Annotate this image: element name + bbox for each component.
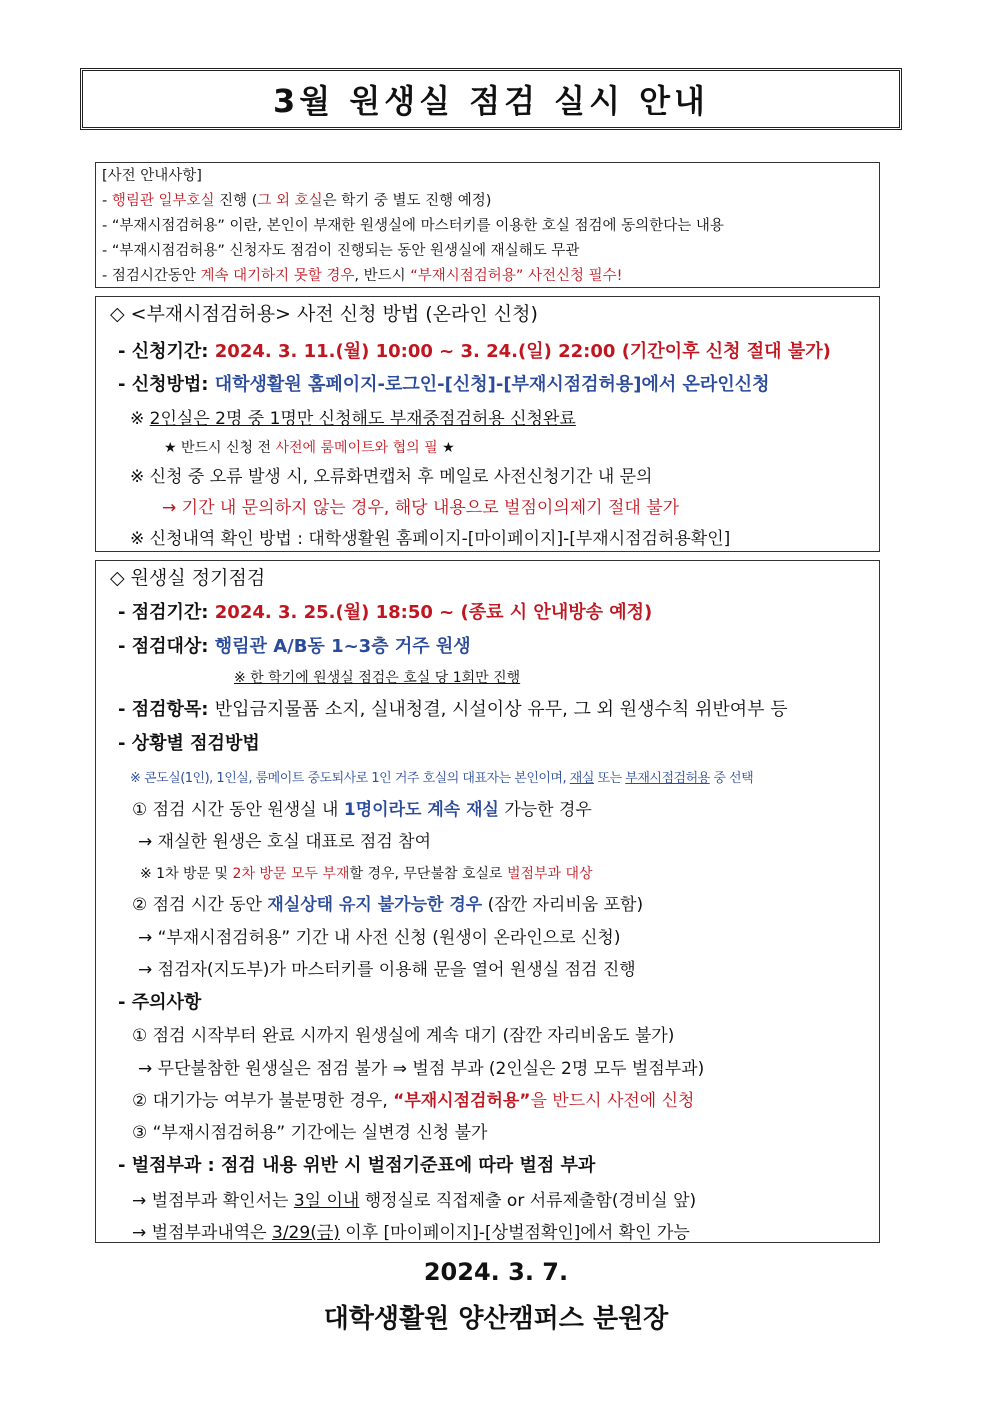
notice-line-1: - 행림관 일부호실 진행 (그 외 호실은 학기 중 별도 진행 예정) (102, 193, 492, 209)
inspection-target-note: ※ 한 학기에 원생실 점검은 호실 당 1회만 진행 (234, 670, 521, 686)
application-method: - 신청방법: 대학생활원 홈페이지-로그인-[신청]-[부재시점검허용]에서 온라인신청 (118, 374, 770, 395)
notice-line-4: - 점검시간동안 계속 대기하지 못할 경우, 반드시 “부재시점검허용” 사전신청 필수! (102, 268, 623, 284)
penalty-note-1: → 벌점부과 확인서는 3일 이내 행정실로 직접제출 or 서류제출함(경비실 앞) (132, 1191, 697, 1211)
regular-inspection-section (95, 560, 880, 1243)
caution-3: ③ “부재시점검허용” 기간에는 실변경 신청 불가 (132, 1123, 488, 1143)
inspection-period: - 점검기간: 2024. 3. 25.(월) 18:50 ~ (종료 시 안내방송 예정) (118, 602, 653, 623)
check-history-note: ※ 신청내역 확인 방법 : 대학생활원 홈페이지-[마이페이지]-[부재시점검허용확인] (130, 529, 731, 549)
notice-line-3: - “부재시점검허용” 신청자도 점검이 진행되는 동안 원생실에 재실해도 무관 (102, 243, 580, 259)
title-box (80, 68, 902, 130)
application-period: - 신청기간: 2024. 3. 11.(월) 10:00 ~ 3. 24.(일) 22:00 (기간이후 신청 절대 불가) (118, 341, 831, 362)
caution-1-arrow: → 무단불참한 원생실은 점검 불가 ⇒ 벌점 부과 (2인실은 2명 모두 벌점부과) (138, 1059, 705, 1079)
section1-heading: ◇ <부재시점검허용> 사전 신청 방법 (온라인 신청) (110, 303, 538, 325)
caution-1: ① 점검 시작부터 완료 시까지 원생실에 계속 대기 (잠깐 자리비움도 불가) (132, 1026, 675, 1046)
issuer: 대학생활원 양산캠퍼스 분원장 (323, 1304, 669, 1334)
inspection-target: - 점검대상: 행림관 A/B동 1~3층 거주 원생 (118, 636, 471, 657)
penalty-note-2: → 벌점부과내역은 3/29(금) 이후 [마이페이지]-[상벌점확인]에서 확인 가능 (132, 1223, 690, 1243)
inspection-items: - 점검항목: 반입금지물품 소지, 실내청결, 시설이상 유무, 그 외 원생수칙 위반여부 등 (118, 699, 788, 720)
caution-heading: - 주의사항 (118, 992, 202, 1013)
issue-date: 2024. 3. 7. (423, 1258, 569, 1286)
section2-heading: ◇ 원생실 정기점검 (110, 567, 266, 589)
pre-notice-box (95, 162, 880, 288)
online-application-section (95, 296, 880, 552)
page-title: 3월 원생실 점검 실시 안내 (273, 82, 709, 120)
penalty-heading: - 벌점부과 : 점검 내용 위반 시 벌점기준표에 따라 벌점 부과 (118, 1155, 596, 1176)
case-1-note: ※ 1차 방문 및 2차 방문 모두 부재할 경우, 무단불참 호실로 벌점부과 대상 (140, 866, 593, 882)
case-2-arrow-1: → “부재시점검허용” 기간 내 사전 신청 (원생이 온라인으로 신청) (138, 928, 621, 948)
case-2: ② 점검 시간 동안 재실상태 유지 불가능한 경우 (잠깐 자리비움 포함) (132, 895, 644, 915)
roommate-consult-note: ★ 반드시 신청 전 사전에 룸메이트와 협의 필 ★ (164, 440, 455, 456)
note-two-person-room: ※ 2인실은 2명 중 1명만 신청해도 부재중점검허용 신청완료 (130, 409, 576, 429)
case-1-arrow: → 재실한 원생은 호실 대표로 점검 참여 (138, 832, 431, 852)
case-2-arrow-2: → 점검자(지도부)가 마스터키를 이용해 문을 열어 원생실 점검 진행 (138, 960, 636, 980)
error-inquiry-note: ※ 신청 중 오류 발생 시, 오류화면캡처 후 메일로 사전신청기간 내 문의 (130, 467, 653, 487)
single-room-note: ※ 콘도실(1인), 1인실, 룸메이트 중도퇴사로 1인 거주 호실의 대표자는 본인이며, 재실 또는 부재시점검허용 중 선택 (130, 771, 754, 786)
notice-header: [사전 안내사항] (102, 168, 202, 184)
caution-2: ② 대기가능 여부가 불분명한 경우, “부재시점검허용”을 반드시 사전에 신청 (132, 1091, 695, 1111)
method-heading: - 상황별 점검방법 (118, 733, 260, 754)
no-objection-note: → 기간 내 문의하지 않는 경우, 해당 내용으로 벌점이의제기 절대 불가 (162, 498, 680, 518)
notice-line-2: - “부재시점검허용” 이란, 본인이 부재한 원생실에 마스터키를 이용한 호실 점검에 동의한다는 내용 (102, 218, 724, 234)
case-1: ① 점검 시간 동안 원생실 내 1명이라도 계속 재실 가능한 경우 (132, 800, 592, 820)
